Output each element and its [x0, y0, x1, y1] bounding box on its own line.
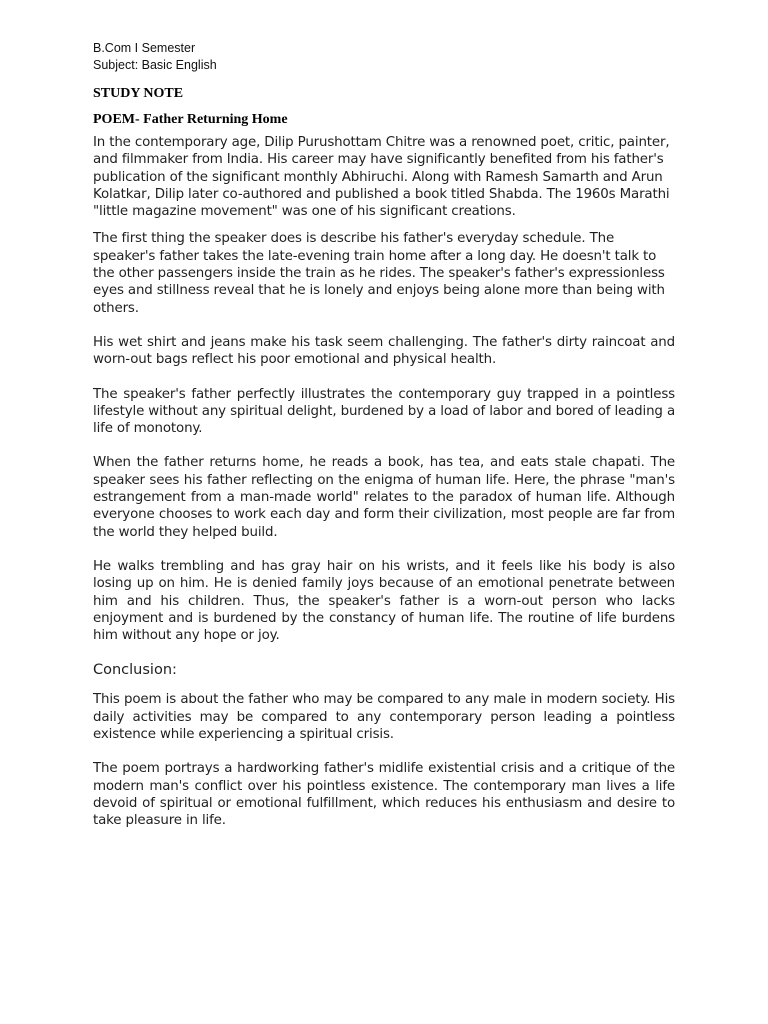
paragraph-intro: In the contemporary age, Dilip Purushottam Chitre was a renowned poet, critic, painter, and filmmaker from India. His career may have significantly benefited from his father's publication of the significant monthly Abhiruchi. Along with Ramesh Samarth and Arun Kolatkar, Dilip later co-authored and published a book titled Shabda. The 1960s Marathi "little magazine movement" was one of his significant creations.	[93, 135, 670, 220]
conclusion-heading: Conclusion:	[93, 662, 177, 679]
document-page	[93, 40, 675, 830]
paragraph-wet-shirt: His wet shirt and jeans make his task seem challenging. The father's dirty raincoat and worn-out bags reflect his poor emotional and physical health.	[93, 334, 675, 368]
study-note-heading: STUDY NOTE	[93, 86, 184, 101]
course-line: B.Com I Semester	[93, 41, 196, 55]
conclusion-paragraph-2: The poem portrays a hardworking father's midlife existential crisis and a critique of the modern man's conflict over his pointless existence. The contemporary man lives a life devoid of spiritual or emotional fulfillment, which reduces his enthusiasm and desire to take pleasure in life.	[93, 761, 675, 829]
paragraph-contemporary-guy: The speaker's father perfectly illustrates the contemporary guy trapped in a pointless lifestyle without any spiritual delight, burdened by a load of labor and bored of leading a life of monotony.	[93, 386, 675, 437]
paragraph-trembling: He walks trembling and has gray hair on his wrists, and it feels like his body is also losing up on him. He is denied family joys because of an emotional penetrate between him and his children. Thus, the speaker's father is a worn-out person who lacks enjoyment and is burdened by the constancy of human life. The routine of life burdens him without any hope or joy.	[93, 558, 675, 644]
paragraph-returns-home: When the father returns home, he reads a book, has tea, and eats stale chapati. The speaker sees his father reflecting on the enigma of human life. Here, the phrase "man's estrangement from a man-made world" relates to the paradox of human life. Although everyone chooses to work each day and form their civilization, most people are far from the world they helped build.	[93, 455, 675, 540]
paragraph-schedule: The first thing the speaker does is describe his father's everyday schedule. The speaker's father takes the late-evening train home after a long day. He doesn't talk to the other passengers inside the train as he rides. The speaker's father's expressionless eyes and stillness reveal that he is lonely and enjoys being alone more than being with others.	[93, 231, 665, 316]
subject-line: Subject: Basic English	[93, 58, 217, 72]
poem-title: POEM- Father Returning Home	[93, 112, 288, 127]
conclusion-paragraph-1: This poem is about the father who may be compared to any male in modern society. His daily activities may be compared to any contemporary person leading a pointless existence while experiencing a spiritual crisis.	[93, 692, 675, 743]
